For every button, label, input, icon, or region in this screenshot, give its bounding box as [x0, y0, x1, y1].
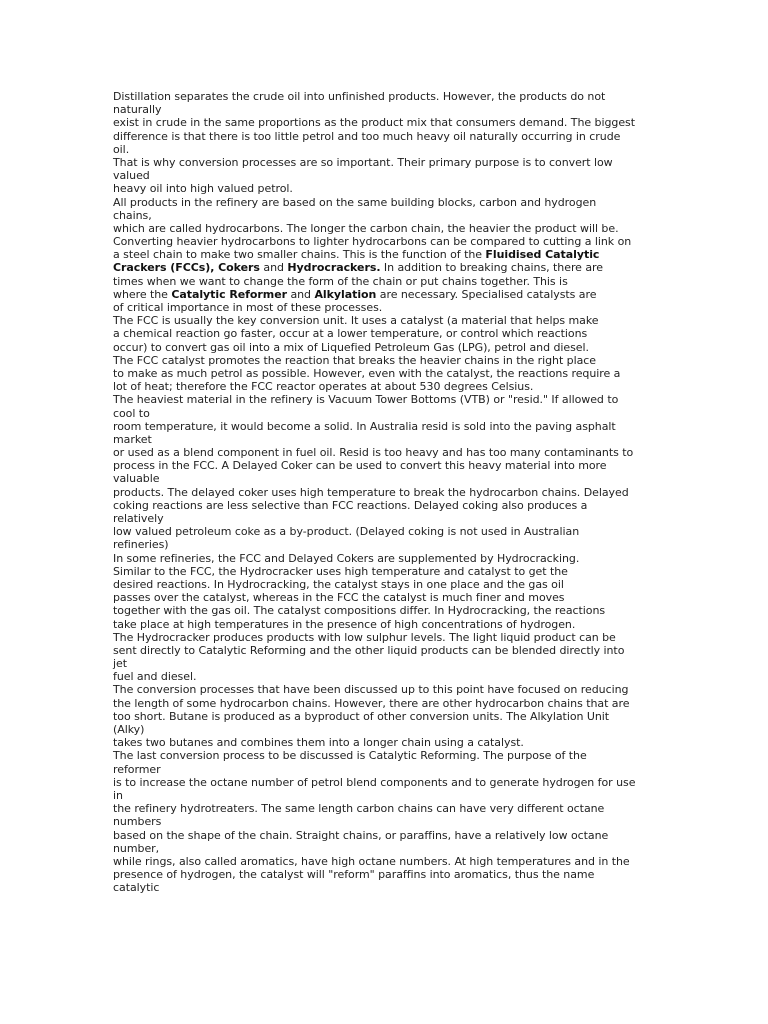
text-run: The heaviest material in the refinery is Vacuum Tower Bottoms (VTB) or "resid." If allowed to — [113, 393, 619, 407]
text-run: The FCC is usually the key conversion unit. It uses a catalyst (a material that helps make — [113, 314, 599, 328]
text-line — [113, 433, 658, 446]
text-line — [113, 156, 658, 169]
text-run: take place at high temperatures in the presence of high concentrations of hydrogen. — [113, 617, 576, 631]
text-line — [113, 776, 658, 789]
text-line — [113, 420, 658, 433]
text-line — [113, 499, 658, 512]
text-line — [113, 367, 658, 380]
document-body — [113, 90, 658, 894]
text-run: chains, — [113, 208, 152, 222]
text-run: Similar to the FCC, the Hydrocracker uses high temperature and catalyst to get the — [113, 564, 568, 578]
text-run: a chemical reaction go faster, occur at a lower temperature, or control which reactions — [113, 327, 588, 341]
text-run: while rings, also called aromatics, have high octane numbers. At high temperatures and in the — [113, 854, 630, 868]
text-line — [113, 301, 658, 314]
text-run: is to increase the octane number of petrol blend components and to generate hydrogen for use — [113, 775, 636, 789]
text-run: jet — [113, 657, 127, 671]
text-line — [113, 169, 658, 182]
text-run: cool to — [113, 406, 150, 420]
bold-term: Alkylation — [314, 287, 377, 301]
text-run: exist in crude in the same proportions as the product mix that consumers demand. The biggest — [113, 116, 635, 130]
text-run: relatively — [113, 512, 164, 525]
text-line — [113, 631, 658, 644]
text-run: lot of heat; therefore the FCC reactor operates at about 530 degrees Celsius. — [113, 380, 534, 394]
text-line — [113, 341, 658, 354]
text-run: process in the FCC. A Delayed Coker can be used to convert this heavy material into more — [113, 459, 607, 473]
text-run: valuable — [113, 472, 160, 486]
bold-term: Fluidised Catalytic — [485, 248, 600, 262]
text-run: market — [113, 432, 152, 446]
text-run: valued — [113, 169, 150, 183]
text-line — [113, 248, 658, 261]
text-line — [113, 736, 658, 749]
text-run: All products in the refinery are based on the same building blocks, carbon and hydrogen — [113, 195, 597, 209]
text-run: a steel chain to make two smaller chains. This is the function of the — [113, 248, 486, 262]
text-run: difference is that there is too little petrol and too much heavy oil naturally occurring in crude — [113, 129, 621, 143]
text-line — [113, 235, 658, 248]
text-line — [113, 723, 658, 736]
text-run: Converting heavier hydrocarbons to lighter hydrocarbons can be compared to cutting a link on — [113, 235, 632, 249]
text-run: The Hydrocracker produces products with low sulphur levels. The light liquid product can be — [113, 630, 616, 644]
text-line — [113, 538, 658, 551]
text-line — [113, 512, 658, 525]
text-run: The last conversion process to be discussed is Catalytic Reforming. The purpose of the — [113, 749, 587, 763]
text-run: based on the shape of the chain. Straight chains, or paraffins, have a relatively low octane — [113, 828, 609, 842]
text-line — [113, 552, 658, 565]
text-run: That is why conversion processes are so important. Their primary purpose is to convert low — [113, 155, 613, 169]
text-line — [113, 868, 658, 881]
text-run: oil. — [113, 142, 130, 156]
text-run: of critical importance in most of these processes. — [113, 301, 383, 314]
text-run: passes over the catalyst, whereas in the FCC the catalyst is much finer and moves — [113, 591, 565, 605]
text-line — [113, 327, 658, 340]
text-run: where the — [113, 287, 172, 301]
text-line — [113, 288, 658, 301]
text-line — [113, 130, 658, 143]
text-line — [113, 261, 658, 274]
text-line — [113, 90, 658, 103]
text-run: desired reactions. In Hydrocracking, the catalyst stays in one place and the gas oil — [113, 577, 564, 591]
text-line — [113, 354, 658, 367]
text-line — [113, 446, 658, 459]
text-line — [113, 644, 658, 657]
text-run: The conversion processes that have been discussed up to this point have focused on reducing — [113, 683, 629, 697]
text-run: or used as a blend component in fuel oil. Resid is too heavy and has too many contaminants to — [113, 446, 634, 460]
text-run: products. The delayed coker uses high temperature to break the hydrocarbon chains. Delayed — [113, 485, 629, 499]
text-run: occur) to convert gas oil into a mix of Liquefied Petroleum Gas (LPG), petrol and diesel. — [113, 340, 589, 354]
text-line — [113, 855, 658, 868]
text-run: reformer — [113, 762, 161, 776]
text-run: refineries) — [113, 538, 169, 552]
text-line — [113, 670, 658, 683]
text-line — [113, 196, 658, 209]
text-run: to make as much petrol as possible. However, even with the catalyst, the reactions require a — [113, 366, 621, 380]
text-run: fuel and diesel. — [113, 670, 197, 684]
text-run: number, — [113, 841, 160, 855]
text-line — [113, 275, 658, 288]
text-line — [113, 657, 658, 670]
text-run: and — [287, 287, 315, 301]
text-line — [113, 143, 658, 156]
text-line — [113, 749, 658, 762]
text-run: naturally — [113, 103, 162, 117]
bold-term: Hydrocrackers. — [287, 261, 381, 275]
text-run: which are called hydrocarbons. The longer the carbon chain, the heavier the product will be. — [113, 221, 619, 235]
text-run: In addition to breaking chains, there are — [380, 261, 603, 275]
text-line — [113, 393, 658, 406]
text-line — [113, 116, 658, 129]
text-line — [113, 842, 658, 855]
bold-term: Crackers (FCCs), Cokers — [113, 261, 260, 275]
text-line — [113, 525, 658, 538]
text-run: (Alky) — [113, 723, 145, 736]
text-run: low valued petroleum coke as a by-product. (Delayed coking is not used in Australian — [113, 525, 580, 539]
text-run: The FCC catalyst promotes the reaction that breaks the heavier chains in the right place — [113, 353, 597, 367]
text-run: times when we want to change the form of the chain or put chains together. This is — [113, 274, 568, 288]
text-line — [113, 314, 658, 327]
text-line — [113, 829, 658, 842]
text-run: numbers — [113, 815, 162, 829]
text-run: sent directly to Catalytic Reforming and the other liquid products can be blended directly into — [113, 643, 625, 657]
text-line — [113, 591, 658, 604]
text-run: In some refineries, the FCC and Delayed Cokers are supplemented by Hydrocracking. — [113, 551, 580, 565]
text-line — [113, 565, 658, 578]
text-run: are necessary. Specialised catalysts are — [376, 287, 597, 301]
text-line — [113, 459, 658, 472]
text-line — [113, 380, 658, 393]
text-run: Distillation separates the crude oil into unfinished products. However, the products do not — [113, 90, 606, 103]
text-run: takes two butanes and combines them into a longer chain using a catalyst. — [113, 736, 524, 750]
text-run: the refinery hydrotreaters. The same length carbon chains can have very different octane — [113, 802, 605, 816]
text-line — [113, 472, 658, 485]
text-line — [113, 618, 658, 631]
text-line — [113, 604, 658, 617]
text-run: too short. Butane is produced as a byproduct of other conversion units. The Alkylation Unit — [113, 709, 610, 723]
text-line — [113, 789, 658, 802]
text-run: presence of hydrogen, the catalyst will "reform" paraffins into aromatics, thus the name — [113, 868, 595, 882]
text-run: heavy oil into high valued petrol. — [113, 182, 293, 196]
text-run: together with the gas oil. The catalyst compositions differ. In Hydrocracking, the reactions — [113, 604, 606, 618]
text-run: coking reactions are less selective than FCC reactions. Delayed coking also produces a — [113, 498, 588, 512]
text-run: in — [113, 788, 123, 802]
text-run: the length of some hydrocarbon chains. However, there are other hydrocarbon chains that are — [113, 696, 630, 710]
bold-term: Catalytic Reformer — [171, 287, 287, 301]
text-line — [113, 222, 658, 235]
text-line — [113, 697, 658, 710]
text-line — [113, 815, 658, 828]
text-run: catalytic — [113, 881, 160, 895]
text-line — [113, 407, 658, 420]
text-line — [113, 578, 658, 591]
text-run: and — [259, 261, 288, 275]
text-line — [113, 182, 658, 195]
text-run: room temperature, it would become a solid. In Australia resid is sold into the paving asphalt — [113, 419, 616, 433]
text-line — [113, 683, 658, 696]
text-line — [113, 209, 658, 222]
text-line — [113, 486, 658, 499]
text-line — [113, 802, 658, 815]
text-line — [113, 881, 658, 894]
text-line — [113, 763, 658, 776]
text-line — [113, 103, 658, 116]
text-line — [113, 710, 658, 723]
